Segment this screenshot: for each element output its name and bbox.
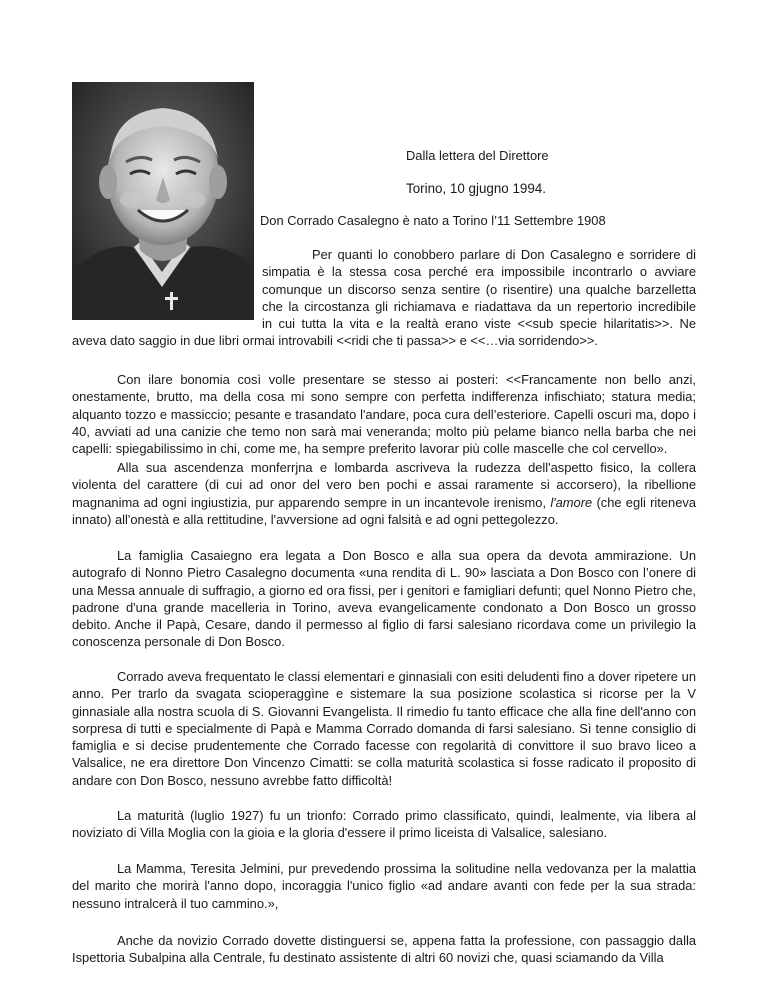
paragraph-1-line: in cui tutta la vita e la realtà erano viste <<sub specie hilaritatis>>. Ne xyxy=(262,316,696,332)
paragraph-3-text: Alla sua ascendenza monferrjna e lombarda ascriveva la rudezza dell'aspetto fisico, la collera violenta del carattere (di cui ad onor del vero ben pochi e assai raramente si accorsero), la ribellione magnanima ad ogni ingiustizia, pur apparendo sempre in un incantevole irenismo, xyxy=(72,460,696,510)
paragraph-1-last-line: aveva dato saggio in due libri ormai introvabili <<ridi che ti passa>> e <<…via sorridendo>>. xyxy=(72,333,598,348)
paragraph-6: La maturità (luglio 1927) fu un trionfo: Corrado primo classificato, quindi, lealmente, via libera al noviziato di Villa Moglia con la gioia e la gloria d'essere il primo liceista di Valsalice, salesiano. xyxy=(72,808,696,841)
portrait-photo xyxy=(72,82,254,320)
paragraph-4: La famiglia Casaiegno era legata a Don Bosco e alla sua opera da devota ammirazione. Un autografo di Nonno Pietro Casalegno documenta «una rendita di L. 90» lasciata a Don Bosco con l’onere di una Messa annuale di suffragio, a giorno ed ora fissi, per i genitori e famigliari defunti; quel Nonno Pietro che, padrone d'una grande macelleria in Torino, aveva evangelicamente condonato a Don Bosco un grosso debito. Anche il Papà, Cesare, dando il permesso al figlio di farsi salesiano ricordava come un privilegio la conoscenza personale di Don Bosco. xyxy=(72,548,696,650)
paragraph-5: Corrado aveva frequentato le classi elementari e ginnasiali con esiti deludenti fino a dover ripetere un anno. Per trarlo da svagata scioperaggìne e sistemare la sua posizione scolastica si ricorse per la V ginnasiale alla nostra scuola di S. Giovanni Evangelista. Il rimedio fu tanto efficace che alla fine dell'anno con sorpresa di tutti e specialmente di Papà e Mamma Corrado domanda di farsi salesiano. Sì tenne consiglio di famiglia e si decise prudentemente che Corrado facesse con regolarità di convittore il suo bravo liceo a Valsalice, ne era direttore Don Vincenzo Cimatti: se colla maturità scolastica si fosse radicato il proposito di andare con Don Bosco, nessuno avrebbe fatto difficoltà! xyxy=(72,669,696,788)
paragraph-2: Con ilare bonomia così volle presentare se stesso ai posteri: <<Francamente non bello anzi, onestamente, brutto, ma della cosa mi sono sempre con perfetta indifferenza infischiato; statura media; alquanto tozzo e massiccio; pesante e trasandato l'andare, poca cura dell’esteriore. Capelli oscuri ma, dopo i 40, avviati ad una canizie che temo non sarà mai veneranda; molto più pelame bianco nella barba che nei capelli: spiegabilissimo in chi, come me, ha sempre preferito lavorar più colle mascelle che col cervello». xyxy=(72,372,696,457)
paragraph-7: La Mamma, Teresita Jelmini, pur prevedendo prossima la solitudine nella vedovanza per la malattia del marito che morirà l'anno dopo, incoraggia l'unico figlio «ad andare avanti con fede per la sua strada: nessuno intralcerà il tuo cammino.», xyxy=(72,861,696,911)
letter-date: Torino, 10 gjugno 1994. xyxy=(406,181,546,196)
paragraph-1-line: comunque un discorso senza sentire (o risentire) una qualche barzelletta xyxy=(262,281,696,297)
paragraph-1-line: simpatia è la stessa cosa perché era impossibile incontrarlo o avviare xyxy=(262,264,696,280)
letter-caption: Dalla lettera del Direttore xyxy=(406,148,549,163)
paragraph-1-line: Per quanti lo conobbero parlare di Don Casalegno e sorridere di xyxy=(312,247,696,262)
paragraph-8: Anche da novizio Corrado dovette distinguersi se, appena fatta la professione, con passaggio dalla Ispettoria Subalpina alla Centrale, fu destinato assistente di altri 60 novizi che, quasi sciamando da Villa xyxy=(72,933,696,966)
paragraph-3-italic: l'amore xyxy=(550,494,593,510)
paragraph-3 xyxy=(72,459,696,528)
intro-line: Don Corrado Casalegno è nato a Torino l’11 Settembre 1908 xyxy=(260,213,606,228)
paragraph-1 xyxy=(262,246,696,332)
paragraph-3-text-end: (che egli riteneva innato) all'onestà e alla rettitudine, l'avversione ad ogni falsità e ad ogni pettegolezzo. xyxy=(72,494,696,527)
paragraph-1-line: che la circostanza gli richiamava e riadattava da un repertorio incredibile xyxy=(262,298,696,314)
